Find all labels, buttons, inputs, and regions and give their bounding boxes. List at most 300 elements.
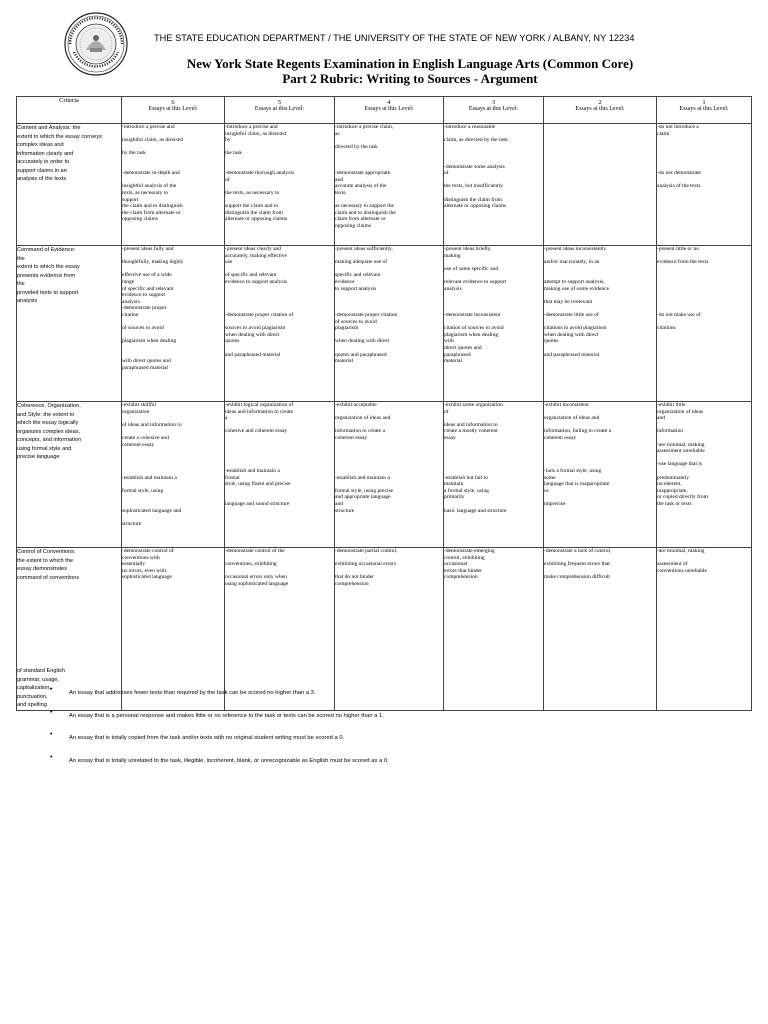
criteria-line: presents evidence from [17,272,76,279]
descriptor-line: plagiarism [335,325,359,332]
level-5-descriptor-cell [225,548,335,711]
descriptor-line: material [335,358,354,365]
descriptor-line: and [657,415,665,422]
descriptor-line: evidence from the texts [657,259,709,266]
descriptor-line [444,272,543,279]
level-4-descriptor-cell [335,246,444,402]
descriptor-line: when dealing with direct [335,338,390,345]
descriptor-line [122,455,224,462]
criteria-line: Control of Conventions: [17,549,76,555]
descriptor-line [544,272,656,279]
descriptor-line: citations to avoid plagiarism [544,325,607,332]
bullet-icon: • [50,686,53,693]
descriptor-line: -demonstrate thorough analysis [225,170,295,177]
descriptor-line [544,461,656,468]
descriptor-line: conventions with [122,554,160,561]
criteria-line: provided texts to support [17,289,79,296]
descriptor-line: use of some specific and [444,265,499,272]
state-seal-logo [64,12,128,76]
descriptor-line: and [335,176,343,183]
descriptor-line: -exhibit logical organization of [225,402,294,408]
descriptor-line: of [444,170,449,177]
descriptor-line: -demonstrate emerging [444,548,495,554]
descriptor-line [544,253,656,260]
descriptor-line: primarily [444,494,465,501]
descriptor-line [335,448,443,455]
descriptor-line: distinguish the claim from [444,196,502,203]
criteria-line: Coherence, Organization, [17,403,81,409]
descriptor-line [544,266,656,273]
descriptor-line [335,292,443,299]
descriptor-line: -demonstrate control of the [225,548,285,554]
descriptor-line: accurately, making effective [225,252,287,259]
descriptor-line: -lack a formal style, using [544,467,602,474]
scoring-note-text: An essay that is totally unrelated to the task, illegible, incoherent, blank, or unrecognizable as English must be scored as a 0. [69,757,389,764]
descriptor-line [657,150,751,157]
descriptor-line [657,157,751,164]
level-1-descriptor-cell [657,246,752,402]
descriptor-line: by [225,137,231,144]
descriptor-line: -demonstrate inconsistent [444,311,501,318]
descriptor-line [444,190,543,197]
criteria-line [17,633,121,642]
descriptor-line: essentially [122,561,146,568]
scoring-note-text: An essay that is a personal response and makes little or no reference to the task or texts can be scored no higher than a 1. [69,712,384,719]
descriptor-line: sophisticated language [122,574,172,581]
descriptor-line [225,568,334,575]
criteria-cell [17,246,122,402]
descriptor-line: with direct quotes and [122,358,171,365]
level-6-descriptor-cell [122,246,225,402]
descriptor-line [544,345,656,352]
descriptor-line [657,299,751,306]
descriptor-line: citation of sources to avoid [444,325,504,332]
descriptor-line: inappropriate, [657,487,688,494]
level-2-descriptor-cell [544,124,657,246]
descriptor-line [444,305,543,312]
criteria-line: using formal style and [17,445,72,452]
descriptor-line [657,319,751,326]
level-2-descriptor-cell [544,246,657,402]
descriptor-line: as [335,130,340,137]
descriptor-line: -are minimal, making [657,441,705,448]
rubric-row-coherence-organization-style [17,402,752,548]
criteria-line: capitalization, [17,685,51,691]
criteria-line: extent to which the essay conveys complex ideas and [17,133,102,148]
level-5-descriptor-cell [225,246,335,402]
scoring-note [50,733,750,756]
scoring-notes [50,688,750,778]
descriptor-line [225,299,334,306]
header-department-line: THE STATE EDUCATION DEPARTMENT / THE UNIVERSITY OF THE STATE OF NEW YORK / ALBANY, NY 12234 [154,33,635,43]
descriptor-line: incoherent, [657,481,682,488]
descriptor-line: style, using fluent and precise [225,481,291,488]
descriptor-line: -establish and maintain a [225,467,280,474]
descriptor-line: -demonstrate control of [122,548,174,554]
descriptor-line [657,435,751,442]
criteria-line: analysis [17,298,38,304]
descriptor-line [122,332,224,339]
descriptor-line: analysis [444,285,462,292]
descriptor-line [122,461,224,468]
descriptor-line: formal [225,474,240,481]
level-header-1 [657,97,752,124]
descriptor-line [544,292,656,299]
descriptor-line [122,428,224,435]
criteria-line [17,642,121,651]
descriptor-line: of ideas and information to [122,421,182,428]
descriptor-line: -present ideas inconsistently [544,246,607,252]
descriptor-line: with [444,338,454,345]
descriptor-line: comprehension [444,574,478,581]
descriptor-line: -demonstrate proper citation [335,311,398,318]
descriptor-line: -present ideas clearly and [225,246,282,252]
descriptor-line [657,144,751,151]
criteria-line [17,650,121,659]
descriptor-line [122,144,224,151]
level-number: 2 [598,99,602,106]
criteria-line: organizes complex ideas, [17,428,81,435]
bullet-icon: • [50,753,53,761]
descriptor-line: coherent essay [122,441,155,448]
level-header-5 [225,97,335,124]
descriptor-line: coherent essay [544,434,577,441]
descriptor-line: texts, as necessary to [122,189,169,196]
descriptor-line: and appropriate language [335,494,391,501]
descriptor-line: by the task [122,150,146,157]
criteria-line: grammar, usage, [17,676,59,683]
descriptor-line [335,299,443,306]
level-label: Essays at this Level: [364,106,414,112]
descriptor-line: insightful analysis of the [122,183,177,190]
descriptor-line [544,455,656,462]
descriptor-line: support [122,196,139,203]
level-1-descriptor-cell [657,402,752,548]
level-6-descriptor-cell [122,402,225,548]
descriptor-line [122,514,224,521]
criteria-cell [17,548,122,711]
descriptor-line: formal style, using [122,487,164,494]
descriptor-line [225,488,334,495]
level-6-descriptor-cell [122,548,225,711]
descriptor-line: sophisticated language and [122,507,182,514]
descriptor-line: formal style, using precise [335,487,394,494]
criteria-line: which the essay logically [17,420,79,426]
descriptor-line: relevant evidence to support [444,278,507,285]
descriptor-line: ideas and information to [444,421,498,428]
descriptor-line [335,461,443,468]
descriptor-line [225,164,334,171]
descriptor-line: -establish and maintain a [335,474,390,481]
descriptor-line: of sources to avoid [122,325,164,332]
descriptor-line [444,299,543,306]
descriptor-line: when dealing with direct [544,331,599,338]
descriptor-line: organization [122,408,150,415]
descriptor-line: -demonstrate appropriate [335,170,391,177]
descriptor-line: -demonstrate some analysis [444,163,505,170]
descriptor-line: -introduce a precise claim, [335,124,394,130]
descriptor-line [225,292,334,299]
criteria-line [17,608,121,617]
descriptor-line: texts, [335,189,347,196]
criteria-line: Content and Analysis: the [17,125,81,131]
descriptor-line [657,455,751,462]
criteria-line: extent to which the essay [17,264,80,270]
descriptor-line: language that is inappropriate [544,481,610,488]
descriptor-line: claim and to distinguish the [335,209,396,216]
descriptor-line: evidence to support analysis [225,278,288,285]
criteria-line [17,625,121,634]
descriptor-line: -exhibit acceptable [335,402,377,408]
descriptor-line [335,157,443,164]
criteria-line: punctuation, [17,693,48,700]
descriptor-line: create a cohesive and [122,434,169,441]
level-4-descriptor-cell [335,402,444,548]
descriptor-line: -exhibit inconsistent [544,402,589,408]
descriptor-line [335,150,443,157]
descriptor-line: -demonstrate little use of [544,311,599,318]
descriptor-line [335,481,443,488]
scoring-note [50,753,750,779]
descriptor-line: language and sound structure [225,500,290,507]
descriptor-line: of [444,408,449,415]
criteria-line: information clearly and [17,150,74,157]
descriptor-line: insightful claim, as directed [225,130,287,137]
descriptor-line: create a mostly coherent [444,428,498,435]
descriptor-line [444,157,543,164]
descriptor-line [657,305,751,312]
descriptor-line: of [225,176,230,183]
level-header-2 [544,97,657,124]
descriptor-line: citations [657,325,676,332]
descriptor-line [444,448,543,455]
level-3-descriptor-cell [444,246,544,402]
rubric-header-row [17,97,752,124]
level-label: Essays at this Level: [679,106,729,112]
descriptor-line [122,481,224,488]
criteria-cell [17,402,122,548]
descriptor-line: -exhibit skillful [122,402,157,408]
descriptor-line: evidence to support [122,292,166,299]
descriptor-line: -exhibit some organization [444,402,503,408]
descriptor-line: structure [122,520,142,527]
descriptor-line [225,345,334,352]
descriptor-line: -demonstrate proper citation of [225,311,294,318]
descriptor-line [444,501,543,508]
descriptor-line: and paraphrased material [544,351,600,358]
descriptor-line [122,448,224,455]
descriptor-line [225,305,334,312]
criteria-line: the [17,281,25,287]
criteria-line: command of conventions [17,574,80,581]
descriptor-line: making adequate use of [335,259,388,266]
level-number: 6 [171,99,175,106]
descriptor-line: predominantly [657,474,690,481]
descriptor-line: maintain [444,481,464,488]
bullet-icon: • [50,708,53,716]
level-3-descriptor-cell [444,548,544,711]
descriptor-line: errors that hinder [444,567,482,574]
criteria-line [17,616,121,625]
descriptor-line: direct quotes and [444,344,482,351]
criteria-line: essay demonstrates [17,566,68,572]
descriptor-line: quotes [225,338,240,345]
criteria-line: concepts, and information [17,437,82,443]
level-3-descriptor-cell [444,124,544,246]
criteria-line: precise language [17,454,60,460]
descriptor-line: analysis of the texts [657,183,701,190]
descriptor-line: of specific and relevant [122,285,174,292]
descriptor-line: -are minimal, making [657,548,705,554]
criteria-line: accurately in order to [17,159,70,165]
descriptor-line: occasional [444,561,468,568]
descriptor-line: information, failing to create a [544,428,612,435]
descriptor-line: comprehension [335,580,369,587]
descriptor-line: -introduce a precise and [225,124,278,130]
descriptor-line [544,448,656,455]
descriptor-line: assessment of [657,561,688,568]
descriptor-line [225,319,334,326]
descriptor-line: claim from alternate or [335,216,386,223]
level-2-descriptor-cell [544,548,657,711]
descriptor-line: and paraphrased material [225,351,281,358]
criteria-cell [17,124,122,246]
descriptor-line [225,286,334,293]
descriptor-line: support the claim and to [225,203,279,210]
descriptor-line: range [122,278,135,285]
descriptor-line: a [225,415,228,422]
descriptor-line [657,272,751,279]
descriptor-line [444,461,543,468]
descriptor-line [225,461,334,468]
descriptor-line [335,568,443,575]
descriptor-line: opposing claims [335,222,371,229]
descriptor-line: -introduce a precise and [122,124,175,130]
descriptor-line: when dealing with direct [225,331,280,338]
descriptor-line: the claim from alternate or [122,209,181,216]
descriptor-line: distinguish the claim from [225,209,283,216]
descriptor-line: specific and relevant [335,272,381,279]
level-3-descriptor-cell [444,402,544,548]
descriptor-line: or copied directly from [657,494,708,501]
rubric-table [16,96,752,711]
descriptor-line [335,442,443,449]
descriptor-line: -use language that is [657,461,703,468]
descriptor-line: making [444,252,461,259]
descriptor-line [122,468,224,475]
descriptor-line: that may be irrelevant [544,298,593,305]
criteria-line: support claims in an [17,167,67,174]
descriptor-line: use [225,259,233,266]
descriptor-line [122,501,224,508]
descriptor-line [544,442,656,449]
descriptor-line: paraphrased [444,351,471,358]
level-label: Essays at this Level: [575,106,625,112]
level-header-3 [444,97,544,124]
descriptor-line: -present ideas fully and [122,246,174,252]
criteria-line: analysis of the texts [17,176,67,182]
descriptor-line [225,157,334,164]
descriptor-line: the task or texts [657,500,692,507]
descriptor-line [122,415,224,422]
level-number: 3 [491,99,496,106]
level-header-6 [122,97,225,124]
descriptor-line [225,435,334,442]
level-number: 5 [277,99,282,106]
descriptor-line: organization of ideas and [335,415,391,422]
descriptor-line: plagiarism when dealing [444,331,499,338]
descriptor-line [657,468,751,475]
descriptor-line [444,144,543,151]
descriptor-line: essay [444,434,456,441]
descriptor-line [444,442,543,449]
criteria-line [17,582,121,591]
descriptor-line [225,494,334,501]
level-1-descriptor-cell [657,548,752,711]
descriptor-line: ideas and information to create [225,408,294,415]
descriptor-line: claim, as directed by the task [444,137,508,144]
descriptor-line: some [544,474,556,481]
scoring-note [50,688,750,711]
level-4-descriptor-cell [335,124,444,246]
descriptor-line [225,422,334,429]
descriptor-line [335,197,443,204]
descriptor-line [657,286,751,293]
descriptor-line: quotes and paraphrased [335,351,387,358]
level-label: Essays at this Level: [148,106,198,112]
descriptor-line [335,137,443,144]
level-label: Essays at this Level: [254,106,305,112]
criteria-line: and spelling [17,702,47,708]
exam-title: New York State Regents Examination in English Language Arts (Common Core) [186,56,634,71]
descriptor-line [444,455,543,462]
descriptor-line [657,266,751,273]
descriptor-line: thoughtfully, making highly [122,259,184,266]
descriptor-line [544,494,656,501]
descriptor-line: to support analysis [335,285,377,292]
descriptor-line [657,137,751,144]
criteria-header: Criteria [17,97,122,124]
descriptor-line: and/or inaccurately, in an [544,259,600,266]
descriptor-line: -present ideas briefly, [444,246,492,252]
descriptor-line: conventions, exhibiting [225,561,277,568]
descriptor-line: -do not demonstrate [657,170,701,177]
descriptor-line [335,555,443,562]
descriptor-line: accurate analysis of the [335,183,387,190]
descriptor-line: -demonstrate partial control, [335,548,398,554]
descriptor-line: -introduce a reasonable [444,124,496,130]
scoring-note-text: An essay that addresses fewer texts than required by the task can be scored no higher than a 3. [69,690,316,696]
descriptor-line: plagiarism when dealing [122,338,177,345]
criteria-line: Command of Evidence: [17,247,76,253]
level-6-descriptor-cell [122,124,225,246]
descriptor-line: analysis [122,298,140,305]
descriptor-line [444,150,543,157]
descriptor-line: -establish but fail to [444,474,488,481]
rubric-row-content-and-analysis [17,124,752,246]
level-number: 1 [702,99,706,106]
level-4-descriptor-cell [335,548,444,711]
descriptor-line: a formal style, using [444,487,489,494]
descriptor-line: -demonstrate in-depth and [122,170,180,177]
descriptor-line: -demonstrate proper [122,305,167,312]
descriptor-line: information [657,428,683,435]
criteria-line: the [17,255,25,262]
descriptor-line [657,279,751,286]
descriptor-line [444,259,543,266]
descriptor-line: effective use of a wide [122,272,172,279]
descriptor-line [444,131,543,138]
